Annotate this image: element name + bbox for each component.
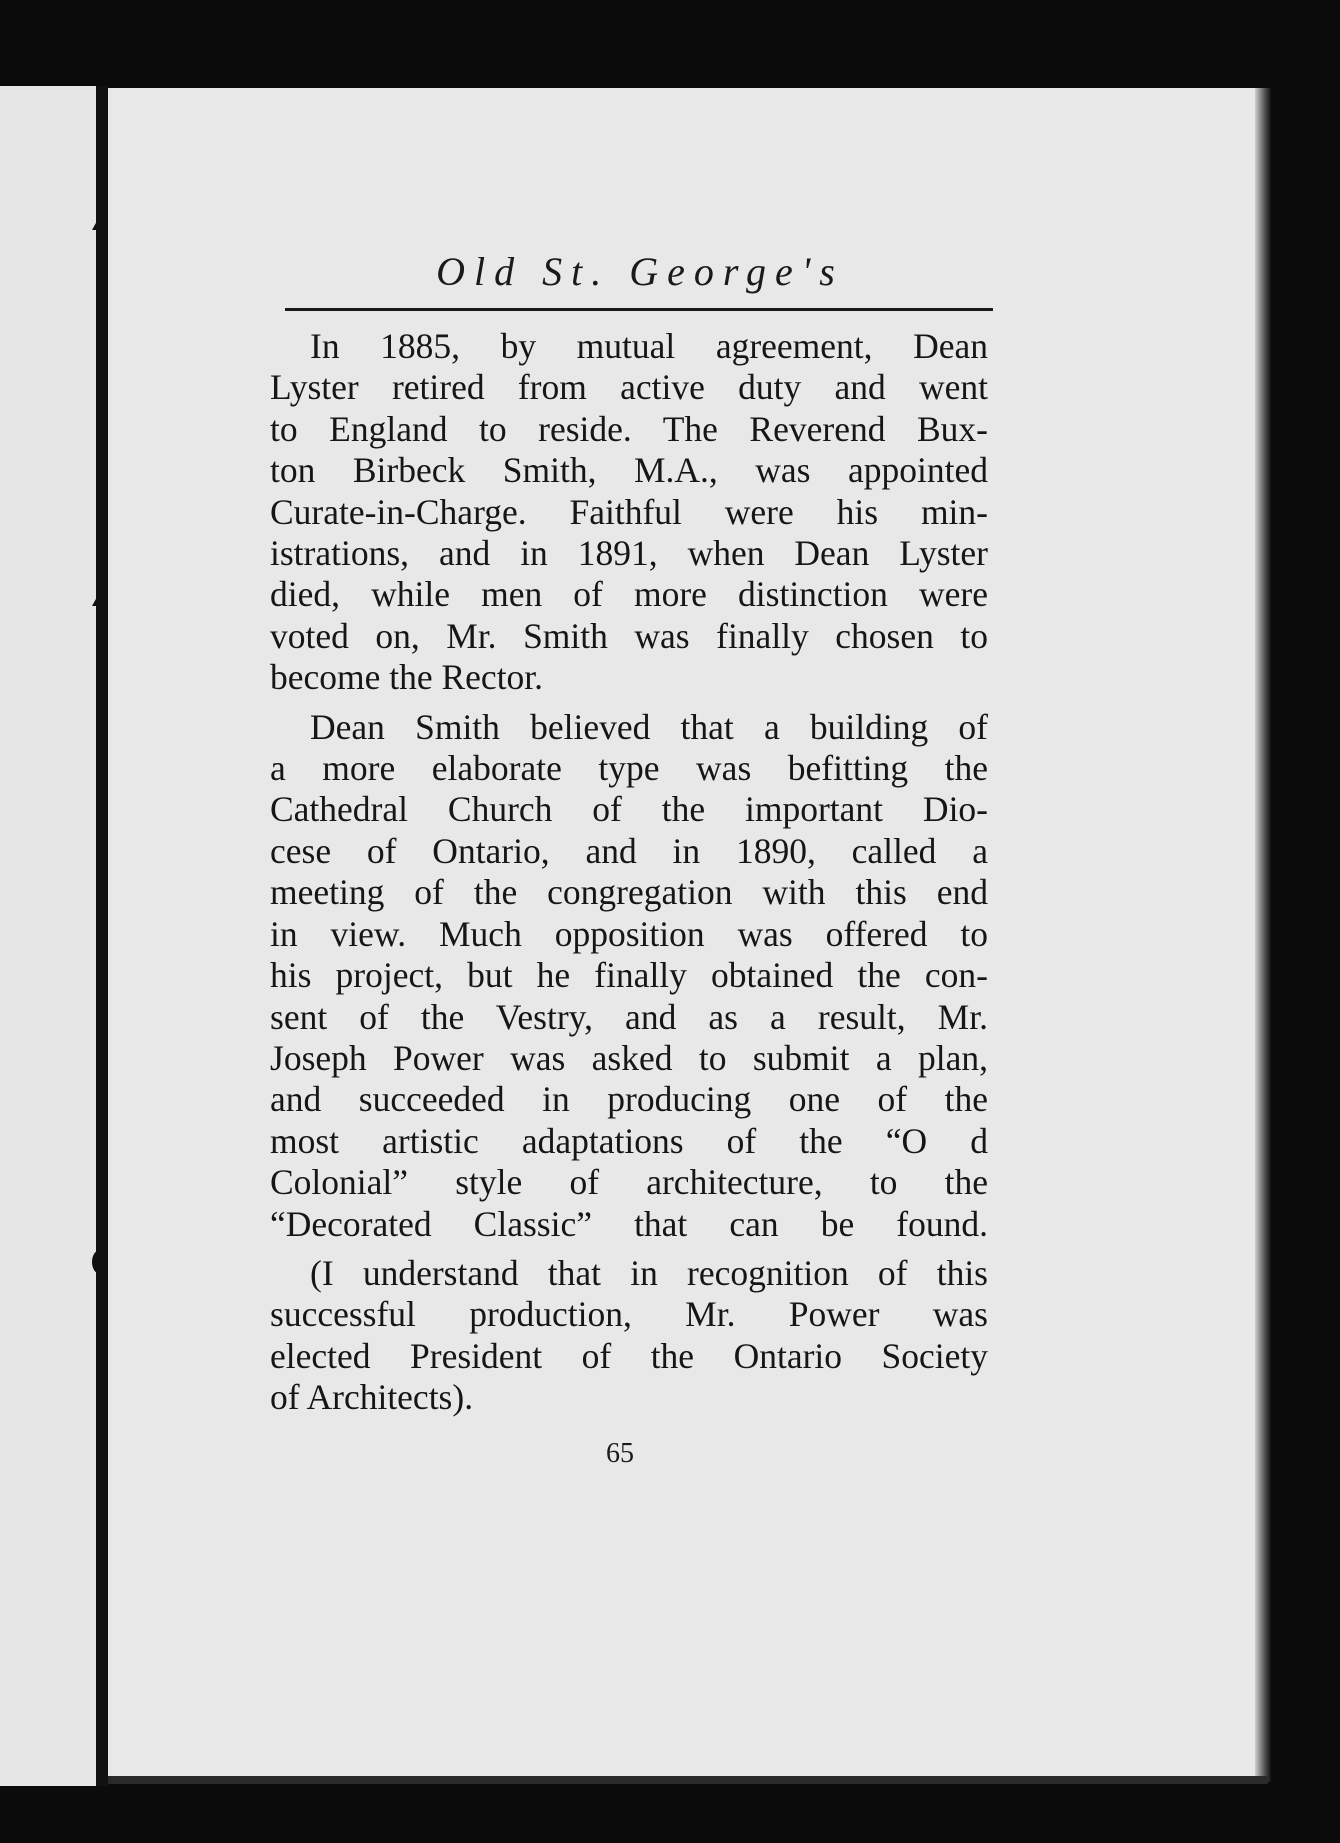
text-line: sent of the Vestry, and as a result, Mr. (270, 996, 988, 1037)
running-head: Old St. George's (436, 249, 844, 294)
body-text (270, 326, 988, 1427)
text-line: successful production, Mr. Power was (270, 1294, 988, 1335)
text-line: meeting of the congregation with this end (270, 872, 988, 913)
text-line: his project, but he finally obtained the con- (270, 955, 988, 996)
text-line: Dean Smith believed that a building of (310, 706, 988, 747)
text-line: died, while men of more distinction were (270, 574, 988, 615)
page-number: 65 (606, 1438, 634, 1469)
text-line: elected President of the Ontario Society (270, 1335, 988, 1376)
text-line: of Architects). (270, 1377, 474, 1418)
text-line: in view. Much opposition was offered to (270, 913, 988, 954)
text-line: cese of Ontario, and in 1890, called a (270, 830, 988, 871)
text-line: ton Birbeck Smith, M.A., was appointed (270, 450, 988, 491)
text-line: voted on, Mr. Smith was finally chosen to (270, 615, 988, 656)
page-edge-shadow (1255, 88, 1271, 1782)
facing-page-edge (0, 86, 100, 1786)
text-line: Joseph Power was asked to submit a plan, (270, 1037, 988, 1078)
paragraph-3 (270, 1253, 988, 1419)
page-bottom-shadow (108, 1776, 1268, 1784)
paragraph-2 (270, 707, 988, 1245)
paragraph-1 (270, 326, 988, 699)
text-line: (I understand that in recognition of this (310, 1252, 988, 1293)
text-line: to England to reside. The Reverend Bux- (270, 408, 988, 449)
binding-mark (92, 1250, 108, 1274)
text-line: and succeeded in producing one of the (270, 1079, 988, 1120)
text-line: Cathedral Church of the important Dio- (270, 789, 988, 830)
text-line: istrations, and in 1891, when Dean Lyster (270, 533, 988, 574)
head-rule (285, 308, 993, 311)
book-spine (96, 86, 108, 1786)
text-line: In 1885, by mutual agreement, Dean (310, 326, 988, 366)
text-line: become the Rector. (270, 657, 544, 698)
text-line: Curate-in-Charge. Faithful were his min- (270, 491, 988, 532)
text-line: most artistic adaptations of the “O d (270, 1120, 988, 1161)
text-line: Lyster retired from active duty and went (270, 367, 988, 408)
text-line: Colonial” style of architecture, to the (270, 1162, 988, 1203)
text-line: “Decorated Classic” that can be found. (270, 1203, 988, 1244)
text-line: a more elaborate type was befitting the (270, 748, 988, 789)
